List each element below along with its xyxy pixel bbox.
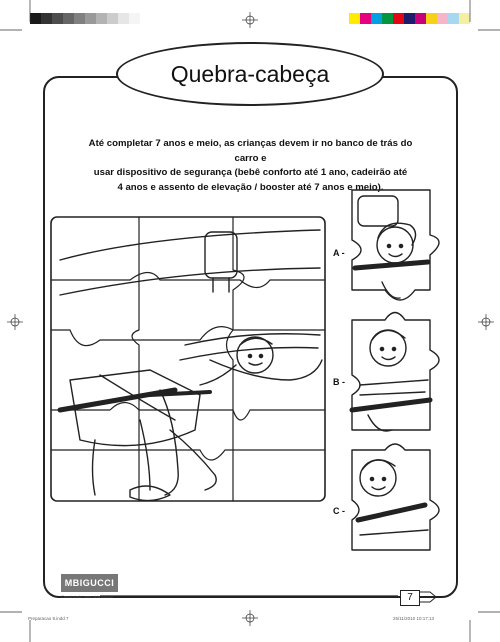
instructions-line: 4 anos e assento de elevação / booster até 7 anos e meio). bbox=[117, 181, 384, 193]
brand-logo-text: MBIGUCCI bbox=[64, 578, 115, 588]
instructions-line: usar dispositivo de segurança (bebê conforto até 1 ano, cadeirão até bbox=[93, 167, 408, 178]
piece-label-b: B - bbox=[333, 377, 345, 387]
page-title: Quebra-cabeça bbox=[170, 60, 330, 87]
brand-tagline: Construindo uma vida melhor bbox=[61, 594, 114, 599]
pencil-tip-icon bbox=[420, 592, 436, 602]
piece-label-a: A - bbox=[333, 248, 345, 258]
print-slug-file: Preparacao 9.indd 7 bbox=[28, 616, 69, 621]
instructions-line: Até completar 7 anos e meio, as crianças devem ir no banco de trás do carro e bbox=[88, 138, 413, 164]
page-number: 7 bbox=[400, 590, 420, 606]
piece-label-c: C - bbox=[333, 506, 345, 516]
print-slug-timestamp: 25/11/2010 10:17:13 bbox=[393, 616, 434, 621]
